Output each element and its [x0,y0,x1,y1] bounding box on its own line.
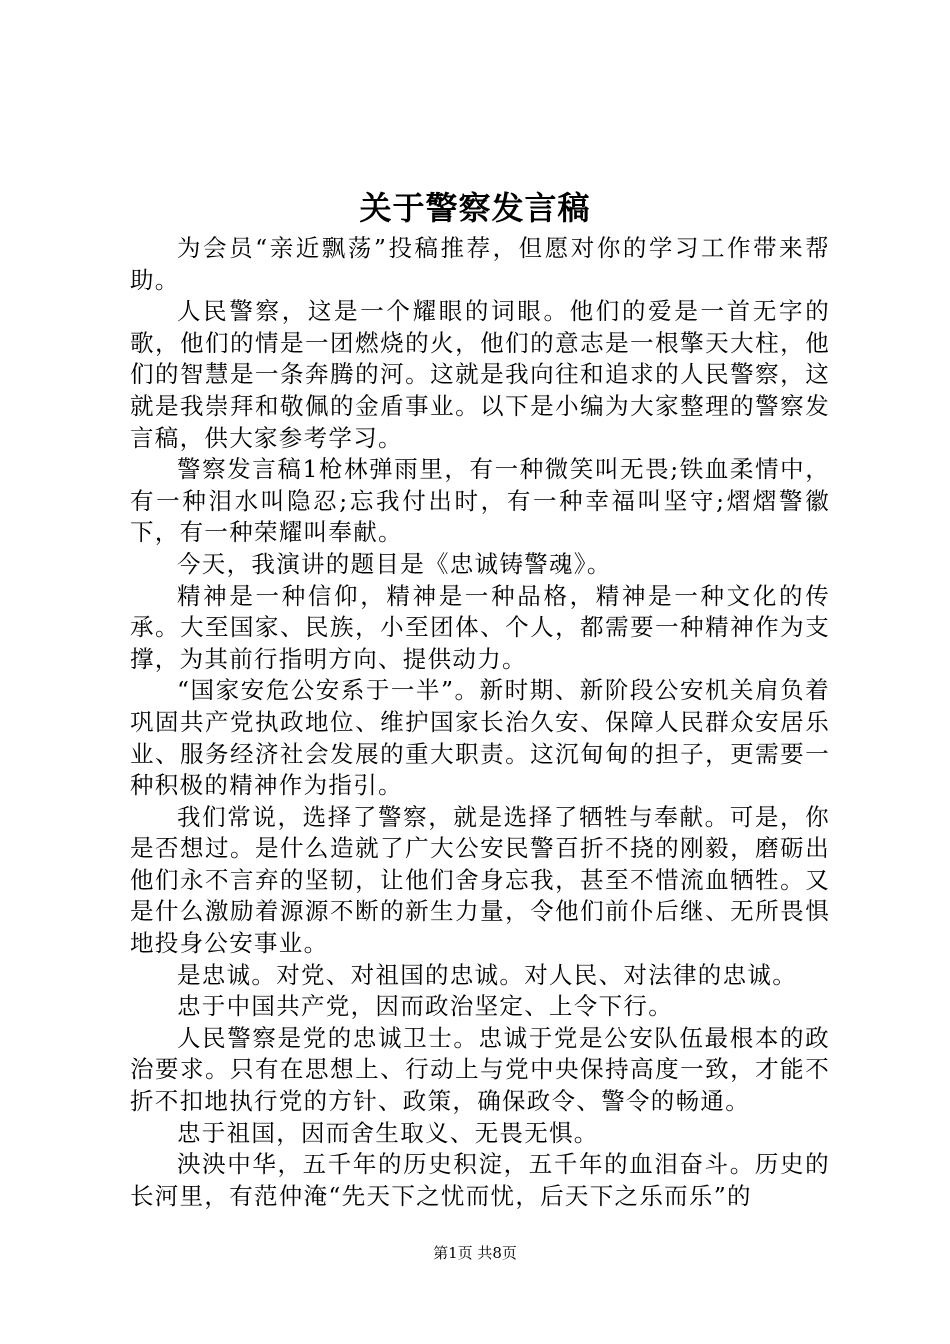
paragraph: 人民警察，这是一个耀眼的词眼。他们的爱是一首无字的歌，他们的情是一团燃烧的火，他们的意志是一根擎天大柱，他们的智慧是一条奔腾的河。这就是我向往和追求的人民警察，这就是我崇拜和敬佩的金盾事业。以下是小编为大家整理的警察发言稿，供大家参考学习。 [130,297,830,452]
paragraph: 泱泱中华，五千年的历史积淀，五千年的血泪奋斗。历史的长河里，有范仲淹“先天下之忧而忧，后天下之乐而乐”的 [130,1150,830,1210]
paragraph: 忠于祖国，因而舍生取义、无畏无惧。 [177,1118,599,1147]
paragraph: 人民警察是党的忠诚卫士。忠诚于党是公安队伍最根本的政治要求。只有在思想上、行动上与党中央保持高度一致，才能不折不扣地执行党的方针、政策，确保政令、警令的畅通。 [130,1023,830,1116]
page-number-footer: 第1页 共8页 [433,1244,517,1262]
paragraph: 精神是一种信仰，精神是一种品格，精神是一种文化的传承。大至国家、民族，小至团体、个人，都需要一种精神作为支撑，为其前行指明方向、提供动力。 [130,581,830,673]
document-body [130,233,830,1212]
paragraph: “国家安危公安系于一半”。新时期、新阶段公安机关肩负着巩固共产党执政地位、维护国家长治久安、保障人民群众安居乐业、服务经济社会发展的重大职责。这沉甸甸的担子，更需要一种积极的精神作为指引。 [130,676,830,800]
document-title: 关于警察发言稿 [359,189,591,227]
paragraph: 我们常说，选择了警察，就是选择了牺牲与奉献。可是，你是否想过。是什么造就了广大公安民警百折不挠的刚毅，磨砺出他们永不言弃的坚韧，让他们舍身忘我，甚至不惜流血牺牲。又是什么激励着源源不断的新生力量，令他们前仆后继、无所畏惧地投身公安事业。 [130,802,830,958]
paragraph: 忠于中国共产党，因而政治坚定、上令下行。 [177,992,673,1021]
paragraph: 是忠诚。对党、对祖国的忠诚。对人民、对法律的忠诚。 [177,960,797,989]
paragraph: 今天，我演讲的题目是《忠诚铸警魂》。 [177,549,612,578]
paragraph: 为会员“亲近飘荡”投稿推荐，但愿对你的学习工作带来帮助。 [130,234,830,294]
paragraph: 警察发言稿1枪林弹雨里，有一种微笑叫无畏;铁血柔情中，有一种泪水叫隐忍;忘我付出时，有一种幸福叫坚守;熠熠警徽下，有一种荣耀叫奉献。 [130,455,830,547]
